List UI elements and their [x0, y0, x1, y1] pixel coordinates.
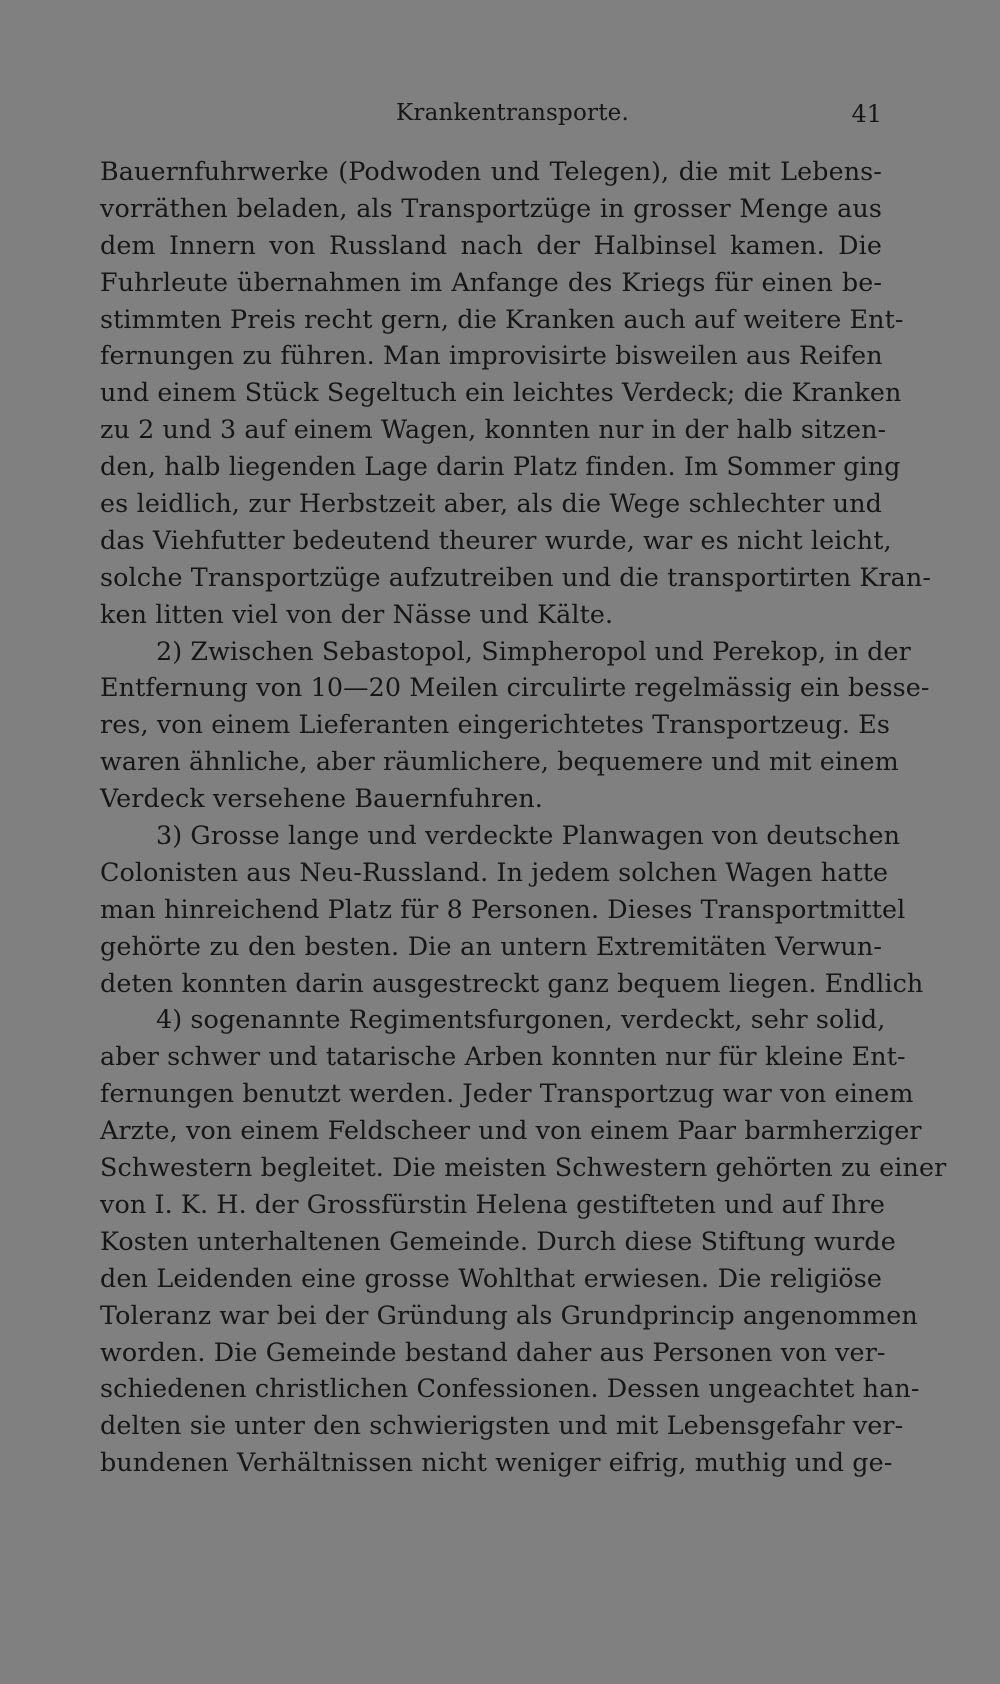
text-line: res, von einem Lieferanten eingerichtetes Transportzeug. Es — [100, 709, 891, 740]
text-line: Bauernfuhrwerke (Podwoden und Telegen), die mit Lebens- — [100, 156, 882, 186]
text-line: 4) sogenannte Regimentsfurgonen, verdeckt, sehr solid, — [156, 1004, 886, 1035]
text-line: und einem Stück Segeltuch ein leichtes Verdeck; die Kranken — [100, 377, 902, 408]
text-line: stimmten Preis recht gern, die Kranken auch auf weitere Ent- — [100, 303, 904, 334]
page-number: 41 — [851, 100, 882, 128]
text-line: delten sie unter den schwierigsten und mit Lebensgefahr ver- — [100, 1410, 904, 1441]
text-line: gehörte zu den besten. Die an untern Extremitäten Verwun- — [100, 930, 882, 961]
text-line: schiedenen christlichen Confessionen. Dessen ungeachtet han- — [100, 1373, 920, 1404]
text-line: deten konnten darin ausgestreckt ganz bequem liegen. Endlich — [100, 967, 924, 998]
text-line: Entfernung von 10—20 Meilen circulirte regelmässig ein besse- — [100, 672, 930, 703]
text-line: man hinreichend Platz für 8 Personen. Dieses Transportmittel — [100, 893, 906, 924]
text-line: Fuhrleute übernahmen im Anfange des Kriegs für einen be- — [100, 266, 882, 297]
text-line: es leidlich, zur Herbstzeit aber, als die Wege schlechter und — [100, 488, 882, 519]
text-line: fernungen zu führen. Man improvisirte bisweilen aus Reifen — [100, 340, 883, 371]
text-line: aber schwer und tatarische Arben konnten nur für kleine Ent- — [100, 1041, 906, 1072]
text-line: von I. K. H. der Grossfürstin Helena gestifteten und auf Ihre — [100, 1188, 885, 1219]
text-line: den, halb liegenden Lage darin Platz finden. Im Sommer ging — [100, 451, 901, 482]
text-line: Colonisten aus Neu-Russland. In jedem solchen Wagen hatte — [100, 856, 889, 887]
text-line: 3) Grosse lange und verdeckte Planwagen von deutschen — [156, 820, 901, 851]
text-line: solche Transportzüge aufzutreiben und die transportirten Kran- — [100, 561, 931, 592]
running-head: Krankentransporte. — [396, 100, 629, 126]
text-line: Verdeck versehene Bauernfuhren. — [100, 783, 543, 814]
text-line: waren ähnliche, aber räumlichere, bequemere und mit einem — [100, 746, 899, 777]
text-line: Arzte, von einem Feldscheer und von einem Paar barmherziger — [100, 1115, 922, 1146]
text-line: ken litten viel von der Nässe und Kälte. — [100, 598, 614, 629]
text-line: den Leidenden eine grosse Wohlthat erwiesen. Die religiöse — [100, 1262, 882, 1293]
text-line: Kosten unterhaltenen Gemeinde. Durch diese Stiftung wurde — [100, 1225, 896, 1256]
page-header — [100, 100, 882, 132]
text-line: zu 2 und 3 auf einem Wagen, konnten nur in der halb sitzen- — [100, 414, 887, 445]
text-line: bundenen Verhältnissen nicht weniger eifrig, muthig und ge- — [100, 1447, 893, 1478]
text-line: worden. Die Gemeinde bestand daher aus Personen von ver- — [100, 1336, 886, 1367]
body-text — [100, 153, 947, 1481]
text-line: 2) Zwischen Sebastopol, Simpheropol und Perekop, in der — [156, 635, 911, 666]
text-line: Toleranz war bei der Gründung als Grundprincip angenommen — [100, 1299, 918, 1330]
text-line: das Viehfutter bedeutend theurer wurde, war es nicht leicht, — [100, 524, 892, 555]
text-line: dem Innern von Russland nach der Halbinsel kamen. Die — [100, 229, 882, 260]
text-line: fernungen benutzt werden. Jeder Transportzug war von einem — [100, 1078, 914, 1109]
text-line: vorräthen beladen, als Transportzüge in grosser Menge aus — [100, 192, 882, 223]
text-line: Schwestern begleitet. Die meisten Schwestern gehörten zu einer — [100, 1152, 947, 1183]
